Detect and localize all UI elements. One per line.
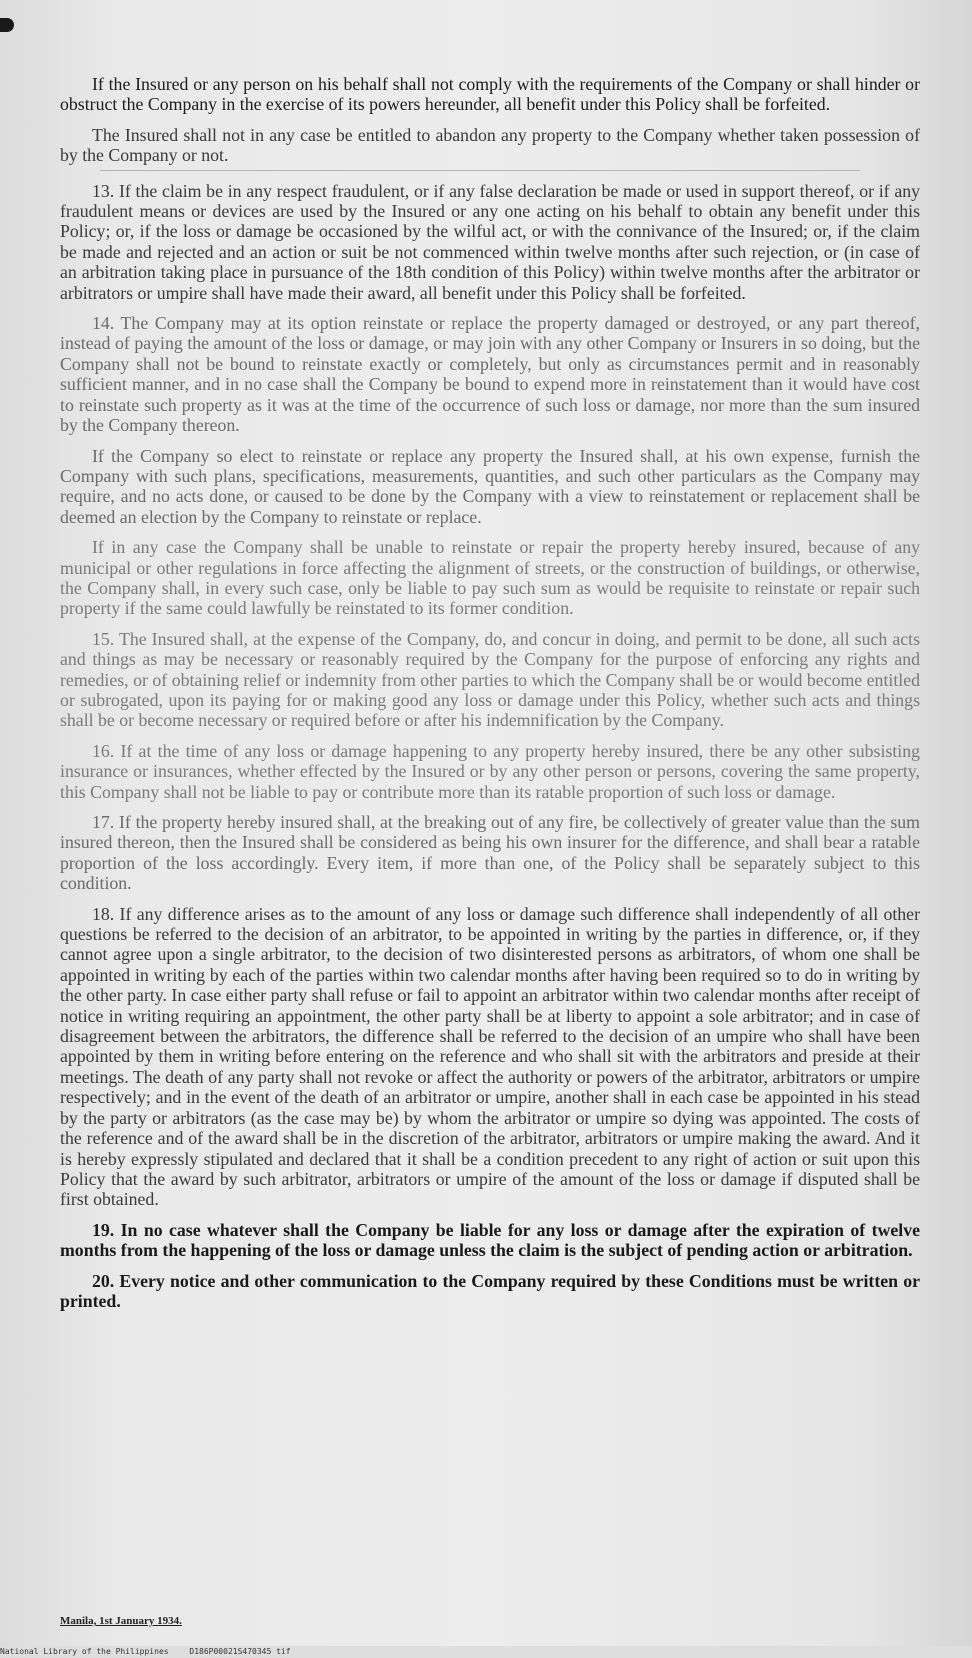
archive-source: National Library of the Philippines <box>0 1647 169 1656</box>
scan-corner-mark <box>0 18 14 32</box>
paragraph-17-average: 17. If the property hereby insured shall, at the breaking out of any fire, be collectively of greater value than the sum insured thereon, then the Insured shall be considered as being his own insurer for the difference, and shall bear a ratable proportion of the loss accordingly. Every item, if more than one, of the Policy shall be separately subject to this condition. <box>60 812 920 894</box>
paragraph-compliance: If the Insured or any person on his behalf shall not comply with the requirements of the Company or shall hinder or obstruct the Company in the exercise of its powers hereunder, all benefit under this Policy shall be forfeited. <box>60 74 920 115</box>
paragraph-16-other-insurance: 16. If at the time of any loss or damage happening to any property hereby insured, there be any other subsisting insurance or insurances, whether effected by the Insured or by any other person or persons, covering the same property, this Company shall not be liable to pay or contribute more than its ratable proportion of such loss or damage. <box>60 740 920 802</box>
paragraph-15-subrogation: 15. The Insured shall, at the expense of the Company, do, and concur in doing, and permit to be done, all such acts and things as may be necessary or reasonably required by the Company for the purpose of enforcing any rights and remedies, or of obtaining relief or indemnity from other parties to which the Company shall be or would become entitled or subrogated, upon its paying for or making good any loss or damage under this Policy, whether such acts and things shall be or become necessary or required before or after his indemnification by the Company. <box>60 628 920 731</box>
paragraph-18-arbitration: 18. If any difference arises as to the amount of any loss or damage such difference shall independently of all other questions be referred to the decision of an arbitrator, to be appointed in writing by the parties in difference, or, if they cannot agree upon a single arbitrator, to the decision of two disinterested persons as arbitrators, of whom one shall be appointed in writing by each of the parties within two calendar months after having been required so to do in writing by the other party. In case either party shall refuse or fail to appoint an arbitrator within two calendar months after receipt of notice in writing requiring an appointment, the other party shall be at liberty to appoint a sole arbitrator; and in case of disagreement between the arbitrators, the difference shall be referred to the decision of an umpire who shall have been appointed by them in writing before entering on the reference and who shall sit with the arbitrators and preside at their meetings. The death of any party shall not revoke or affect the authority or powers of the arbitrator, arbitrators or umpire respectively; and in the event of the death of an arbitrator or umpire, another shall in each case be appointed in his stead by the party or arbitrators (as the case may be) by whom the arbitrator or umpire so dying was appointed. The costs of the reference and of the award shall be in the discretion of the arbitrator, arbitrators or umpire making the award. And it is hereby expressly stipulated and declared that it shall be a condition precedent to any right of action or suit upon this Policy that the award by such arbitrator, arbitrators or umpire of the amount of the loss or damage if disputed shall be first obtained. <box>60 903 920 1210</box>
divider-line <box>100 170 860 171</box>
archive-file: D186P00021S470345 tif <box>189 1647 291 1656</box>
paragraph-13-fraud: 13. If the claim be in any respect fraudulent, or if any false declaration be made or used in support thereof, or if any fraudulent means or devices are used by the Insured or any one acting on his behalf to obtain any benefit under this Policy; or, if the loss or damage be occasioned by the wilful act, or with the connivance of the Insured; or, if the claim be made and rejected and an action or suit be not commenced within twelve months after such rejection, or (in case of an arbitration taking place in pursuance of the 18th condition of this Policy) within twelve months after the arbitrator or arbitrators or umpire shall have made their award, all benefit under this Policy shall be forfeited. <box>60 180 920 303</box>
paragraph-reinstate-plans: If the Company so elect to reinstate or replace any property the Insured shall, at his own expense, furnish the Company with such plans, specifications, measurements, quantities, and such other particulars as the Company may require, and no acts done, or caused to be done by the Company with a view to reinstatement or replacement shall be deemed an election by the Company to reinstate or replace. <box>60 445 920 527</box>
paragraph-20-notices: 20. Every notice and other communication to the Company required by these Conditions must be written or printed. <box>60 1270 920 1311</box>
paragraph-19-time-limit: 19. In no case whatever shall the Company be liable for any loss or damage after the expiration of twelve months from the happening of the loss or damage unless the claim is the subject of pending action or arbitration. <box>60 1219 920 1261</box>
paragraph-14-reinstate: 14. The Company may at its option reinstate or replace the property damaged or destroyed, or any part thereof, instead of paying the amount of the loss or damage, or may join with any other Company or Insurers in so doing, but the Company shall not be bound to reinstate exactly or completely, but only as circumstances permit and in reasonably sufficient manner, and in no case shall the Company be bound to expend more in reinstatement than it would have cost to reinstate such property as it was at the time of the occurrence of such loss or damage, nor more than the sum insured by the Company thereon. <box>60 313 920 436</box>
archive-source-line <box>0 1646 972 1658</box>
paragraph-reinstate-unable: If in any case the Company shall be unable to reinstate or repair the property hereby insured, because of any municipal or other regulations in force affecting the alignment of streets, or the construction of buildings, or otherwise, the Company shall, in every such case, only be liable to pay such sum as would be requisite to reinstate or repair such property if the same could lawfully be reinstated to its former condition. <box>60 537 920 619</box>
policy-conditions-text <box>60 74 920 1321</box>
footer-date: Manila, 1st January 1934. <box>60 1615 182 1627</box>
paragraph-abandon: The Insured shall not in any case be entitled to abandon any property to the Company whether taken possession of by the Company or not. <box>60 124 920 166</box>
